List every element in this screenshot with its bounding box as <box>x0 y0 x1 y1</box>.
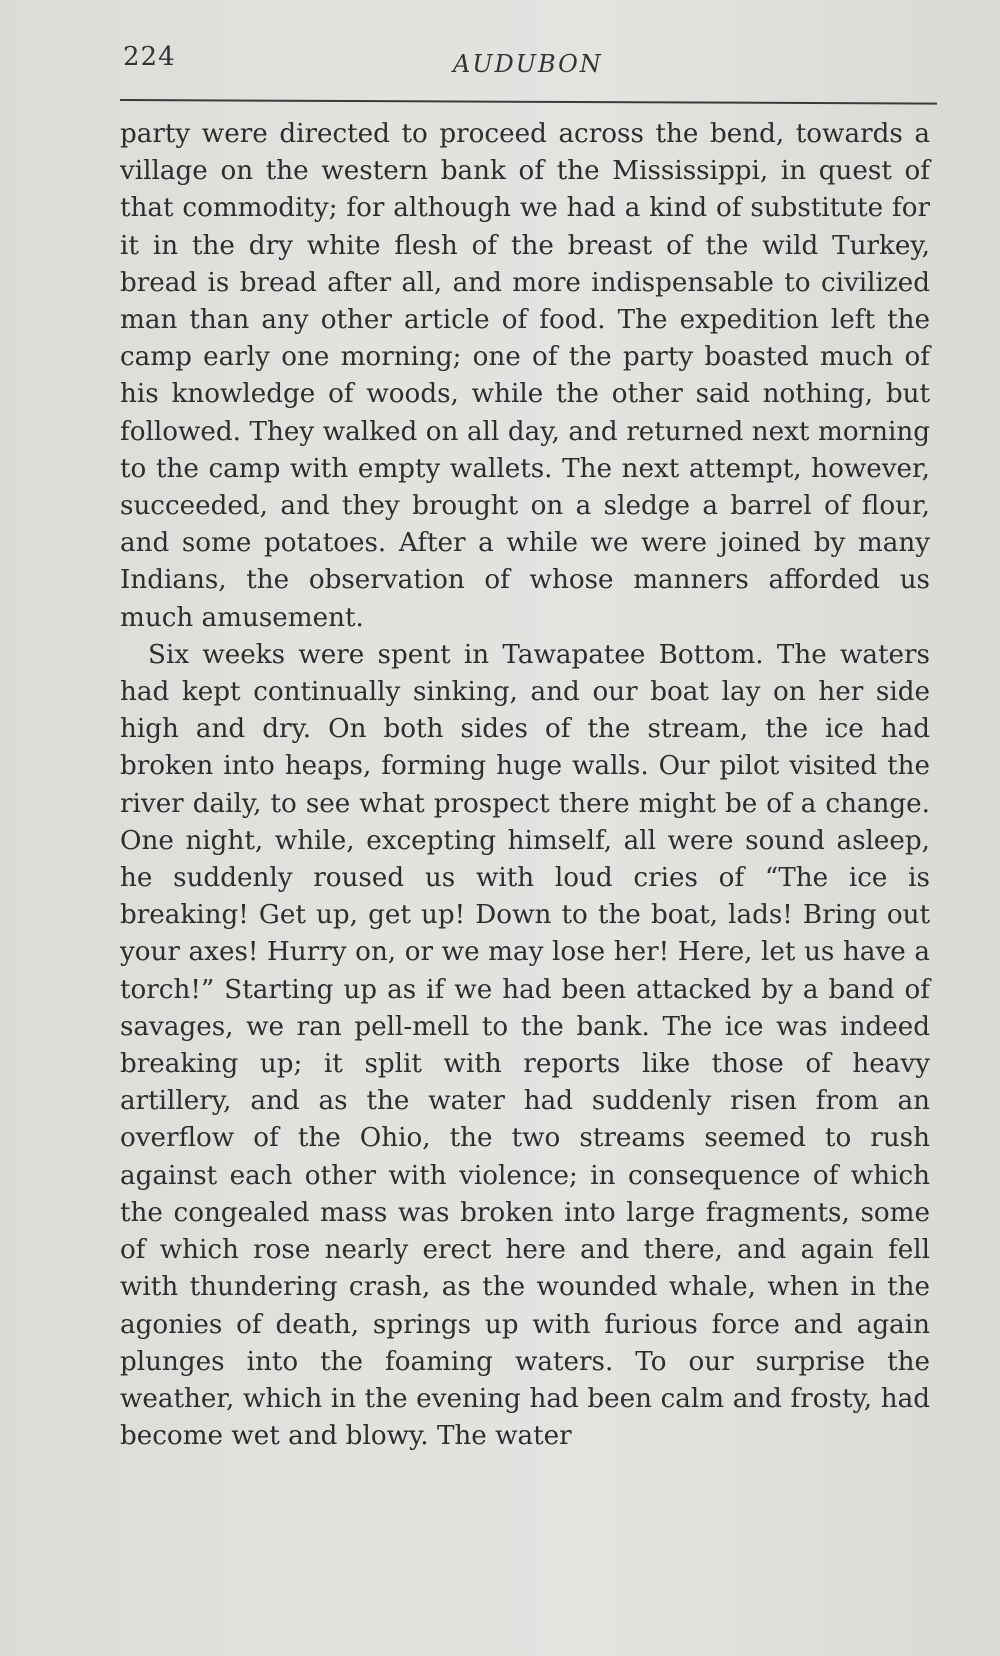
page-number: 224 <box>123 42 176 72</box>
body-text <box>120 116 930 1455</box>
running-head: AUDUBON <box>453 50 603 78</box>
paragraph: Six weeks were spent in Tawapatee Bottom. The waters had kept continually sinking, and our boat lay on her side high and dry. On both sides of the stream, the ice had broken into heaps, forming huge walls. Our pilot visited the river daily, to see what prospect there might be of a change. One night, while, excepting himself, all were sound asleep, he suddenly roused us with loud cries of “The ice is breaking! Get up, get up! Down to the boat, lads! Bring out your axes! Hurry on, or we may lose her! Here, let us have a torch!” Starting up as if we had been attacked by a band of savages, we ran pell-mell to the bank. The ice was indeed breaking up; it split with reports like those of heavy artillery, and as the water had suddenly risen from an overflow of the Ohio, the two streams seemed to rush against each other with violence; in consequence of which the congealed mass was broken into large fragments, some of which rose nearly erect here and there, and again fell with thundering crash, as the wounded whale, when in the agonies of death, springs up with furious force and again plunges into the foaming waters. To our surprise the weather, which in the evening had been calm and frosty, had become wet and blowy. The water <box>120 639 930 1452</box>
paragraph: party were directed to proceed across the bend, towards a village on the western bank of the Mississippi, in quest of that commodity; for although we had a kind of substitute for it in the dry white flesh of the breast of the wild Turkey, bread is bread after all, and more indispensable to civilized man than any other article of food. The expedition left the camp early one morning; one of the party boasted much of his knowledge of woods, while the other said nothing, but followed. They walked on all day, and returned next morning to the camp with empty wallets. The next attempt, however, succeeded, and they brought on a sledge a barrel of flour, and some potatoes. After a while we were joined by many Indians, the observation of whose manners afforded us much amusement. <box>120 119 930 633</box>
page-header <box>123 42 936 100</box>
